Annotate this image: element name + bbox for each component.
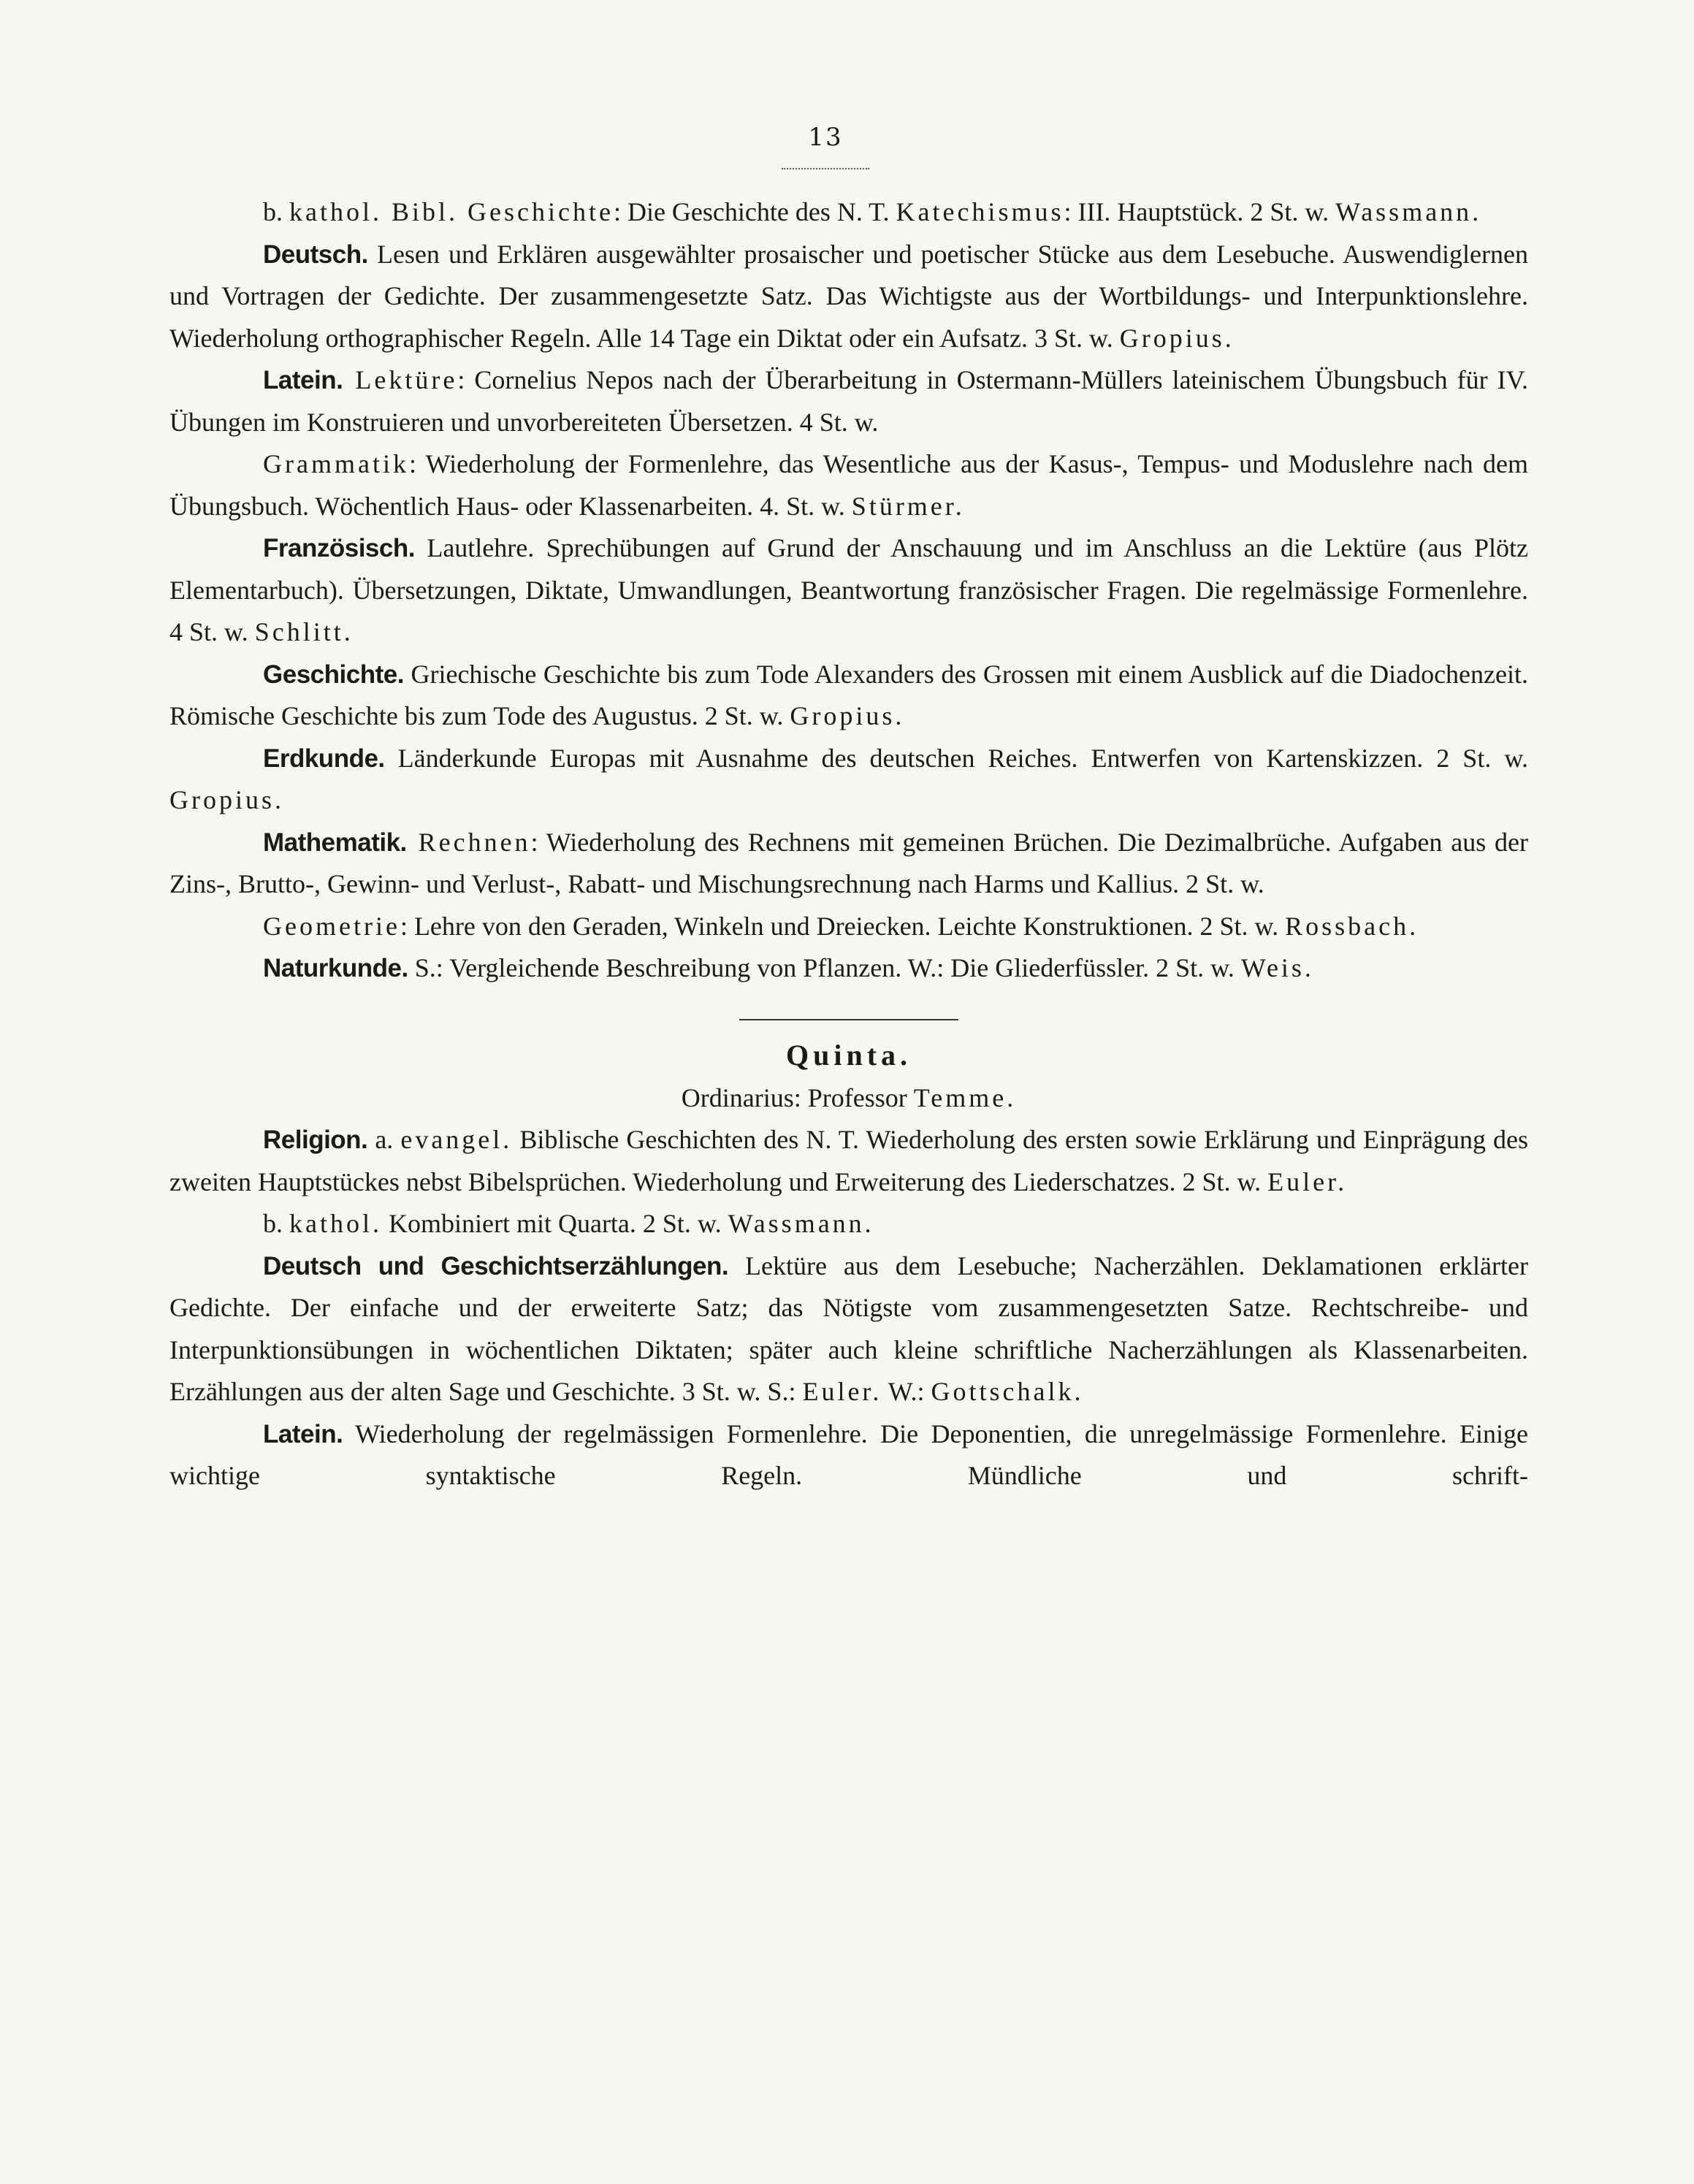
katechismus-label: Katechismus bbox=[896, 197, 1064, 226]
subject-heading-latein-quinta: Latein. bbox=[263, 1419, 343, 1448]
teacher-name: Gropius. bbox=[1119, 323, 1235, 353]
subject-heading-franzoesisch: Französisch. bbox=[263, 534, 415, 562]
kathol-label: kathol. bbox=[289, 1209, 382, 1238]
latein-quinta-text: Wiederholung der regelmässigen Formenlehre. Die Deponentien, die unregelmässige Formenlehre. Einige wichtige syntaktische Regeln. Mündliche und schrift- bbox=[169, 1419, 1528, 1490]
kathol-prefix: b. bbox=[263, 1209, 289, 1238]
page-body bbox=[169, 191, 1528, 1497]
teacher-name: Rossbach. bbox=[1285, 911, 1419, 941]
ordinarius-label: Ordinarius: Professor bbox=[681, 1083, 914, 1112]
kathol-label: kathol. Bibl. Geschichte bbox=[289, 197, 614, 226]
subject-heading-latein: Latein. bbox=[263, 366, 343, 394]
page-number: 13 bbox=[808, 123, 843, 152]
teacher-name: Gottschalk. bbox=[931, 1377, 1084, 1406]
ordinarius-name: Temme. bbox=[913, 1083, 1017, 1112]
subject-heading-religion: Religion. bbox=[263, 1126, 368, 1154]
subject-heading-naturkunde: Naturkunde. bbox=[263, 954, 408, 982]
teacher-name: Weis. bbox=[1240, 953, 1314, 982]
paragraph-naturkunde bbox=[169, 947, 1528, 990]
subject-heading-deutsch: Deutsch. bbox=[263, 240, 368, 269]
paragraph-mathematik bbox=[169, 822, 1528, 906]
geometrie-label: Geometrie bbox=[263, 911, 400, 941]
paragraph-quinta-latein bbox=[169, 1413, 1528, 1497]
paragraph-geometrie bbox=[169, 906, 1528, 948]
paragraph-quinta-kathol bbox=[169, 1203, 1528, 1245]
paragraph-religion bbox=[169, 1119, 1528, 1203]
paragraph-grammatik bbox=[169, 443, 1528, 527]
teacher-name: Schlitt. bbox=[254, 617, 354, 646]
geometrie-text: : Lehre von den Geraden, Winkeln und Dreiecken. Leichte Konstruktionen. 2 St. w. bbox=[400, 911, 1286, 941]
paragraph-erdkunde bbox=[169, 738, 1528, 822]
teacher-name: Wassmann. bbox=[1335, 197, 1482, 226]
paragraph-franzoesisch bbox=[169, 527, 1528, 654]
evangel-label: evangel. bbox=[400, 1125, 513, 1154]
franzoesisch-text: Lautlehre. Sprechübungen auf Grund der Anschauung und im Anschluss an die Lektüre (aus Plötz Elementarbuch). Übersetzungen, Diktate, Umwandlungen, Beantwortung französischer Fragen. Die regelmässige Formenlehre. 4 St. w. bbox=[169, 533, 1528, 646]
kathol-text: Kombiniert mit Quarta. 2 St. w. bbox=[381, 1209, 728, 1238]
rechnen-label: Rechnen bbox=[406, 827, 531, 857]
subject-heading-deutsch-geschichte: Deutsch und Geschichtserzählungen. bbox=[263, 1251, 729, 1280]
mathematik-text: : Wiederholung des Rechnens mit gemeinen Brüchen. Die Dezimalbrüche. Aufgaben aus der Zins-, Brutto-, Gewinn- und Verlust-, Rabatt- und Mischungsrechnung nach Harms und Kallius. 2 St. w. bbox=[169, 827, 1528, 898]
subject-heading-mathematik: Mathematik. bbox=[263, 828, 407, 857]
teacher-name: Euler. bbox=[802, 1377, 882, 1406]
lektuere-label: Lektüre bbox=[343, 365, 458, 394]
paragraph-geschichte bbox=[169, 654, 1528, 738]
teacher-name: Euler. bbox=[1267, 1167, 1348, 1196]
teacher-name: Gropius. bbox=[790, 701, 905, 730]
naturkunde-text: S.: Vergleichende Beschreibung von Pflanzen. W.: Die Gliederfüssler. 2 St. w. bbox=[408, 953, 1241, 982]
religion-text: Biblische Geschichten des N. T. Wiederholung des ersten sowie Erklärung und Einprägung des zweiten Hauptstückes nebst Bibelsprüchen. Wiederholung und Erweiterung des Liederschatzes. 2 St. w. bbox=[169, 1125, 1528, 1196]
teacher-name: Wassmann. bbox=[728, 1209, 874, 1238]
paragraph-kathol-bibl bbox=[169, 191, 1528, 234]
deutsch-text: Lesen und Erklären ausgewählter prosaischer und poetischer Stücke aus dem Lesebuche. Auswendiglernen und Vortragen der Gedichte. Der zusammengesetzte Satz. Das Wichtigste aus der Wortbildungs- und Interpunktionslehre. Wiederholung orthographischer Regeln. Alle 14 Tage ein Diktat oder ein Aufsatz. 3 St. w. bbox=[169, 239, 1528, 353]
kathol-prefix: b. bbox=[263, 197, 289, 226]
paragraph-deutsch-geschichtserzaehlungen bbox=[169, 1245, 1528, 1413]
latein-text: : Cornelius Nepos nach der Überarbeitung in Ostermann-Müllers lateinischem Übungsbuch für IV. Übungen im Konstruieren und unvorbereiteten Übersetzen. 4 St. w. bbox=[169, 365, 1529, 437]
teacher-name: Gropius. bbox=[169, 785, 284, 814]
section-title-quinta: Quinta. bbox=[785, 1038, 912, 1072]
grammatik-text: : Wiederholung der Formenlehre, das Wesentliche aus der Kasus-, Tempus- und Moduslehre nach dem Übungsbuch. Wöchentlich Haus- oder Klassenarbeiten. 4. St. w. bbox=[169, 449, 1528, 521]
paragraph-latein bbox=[169, 359, 1528, 443]
teacher-name: Stürmer. bbox=[851, 491, 965, 521]
kathol-text: : Die Geschichte des N. T. bbox=[613, 197, 896, 226]
geschichte-text: Griechische Geschichte bis zum Tode Alexanders des Grossen mit einem Ausblick auf die Diadochenzeit. Römische Geschichte bis zum Tode des Augustus. 2 St. w. bbox=[169, 659, 1528, 730]
religion-prefix: a. bbox=[367, 1125, 401, 1154]
subject-heading-geschichte: Geschichte. bbox=[263, 660, 404, 689]
erdkunde-text: Länderkunde Europas mit Ausnahme des deutschen Reiches. Entwerfen von Kartenskizzen. 2 St. w. bbox=[384, 743, 1528, 773]
kathol-rest: : III. Hauptstück. 2 St. w. bbox=[1064, 197, 1336, 226]
ordinarius-line bbox=[169, 1077, 1528, 1120]
page-number-ornament bbox=[782, 168, 869, 169]
deutsch-quinta-text: Lektüre aus dem Lesebuche; Nacherzählen. Deklamationen erklärter Gedichte. Der einfache und der erweiterte Satz; das Nötigste vom zusammengesetzten Satze. Rechtschreibe- und Interpunktionsübungen in wöchentlichen Diktaten; später auch kleine schriftliche Nacherzählungen als Klassenarbeiten. Erzählungen aus der alten Sage und Geschichte. 3 St. w. S.: bbox=[169, 1251, 1528, 1406]
subject-heading-erdkunde: Erdkunde. bbox=[263, 744, 385, 773]
paragraph-deutsch bbox=[169, 234, 1528, 360]
grammatik-label: Grammatik bbox=[263, 449, 409, 478]
section-divider bbox=[739, 1019, 958, 1020]
deutsch-quinta-mid: W.: bbox=[882, 1377, 931, 1406]
